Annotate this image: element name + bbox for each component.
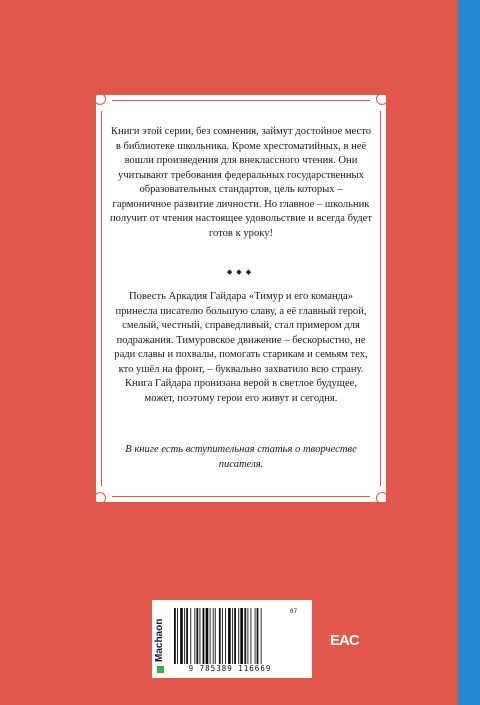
barcode-digits: 9 785389 116669	[188, 664, 272, 673]
frame-corner	[370, 486, 382, 498]
barcode	[172, 608, 288, 664]
publisher-logo: Machaon	[154, 618, 165, 662]
frame-corner	[370, 99, 382, 111]
series-description: Книги этой серии, без сомнения, займут достойное место в библиотеке школьника. Кроме хрестоматийных, в неё вошли произведения для внеклассного чтения. Они учитывают требования федеральных государственных образовательных стандартов, цель которых – гармоничное развитие личности. Но главное – школьник получит от чтения настоящее удовольствие и всегда будет готов к уроку!	[110, 126, 372, 239]
eac-certification-icon: EAC	[330, 632, 359, 649]
barcode-addon: 07	[290, 608, 298, 615]
barcode-label	[152, 600, 312, 678]
book-spine-stripe	[458, 0, 480, 705]
intro-article-note: В книге есть вступительная статья о творчестве писателя.	[125, 444, 357, 470]
publisher-logo-icon	[157, 666, 164, 673]
separator-dots: ◆◆◆	[226, 268, 256, 276]
frame-corner	[100, 486, 112, 498]
blurb-card	[96, 95, 386, 502]
frame-corner	[100, 99, 112, 111]
book-description: Повесть Аркадия Гайдара «Тимур и его команда» принесла писателю большую славу, а её главный герой, смелый, честный, справедливый, стал примером для подражания. Тимуровское движение – бескорыстно, не ради славы и похвалы, помогать старикам и семьям тех, кто ушёл на фронт, – буквально захватило всю страну. Книга Гайдара пронизана верой в светлое будущее, может, поэтому герои его живут и сегодня.	[114, 291, 368, 404]
